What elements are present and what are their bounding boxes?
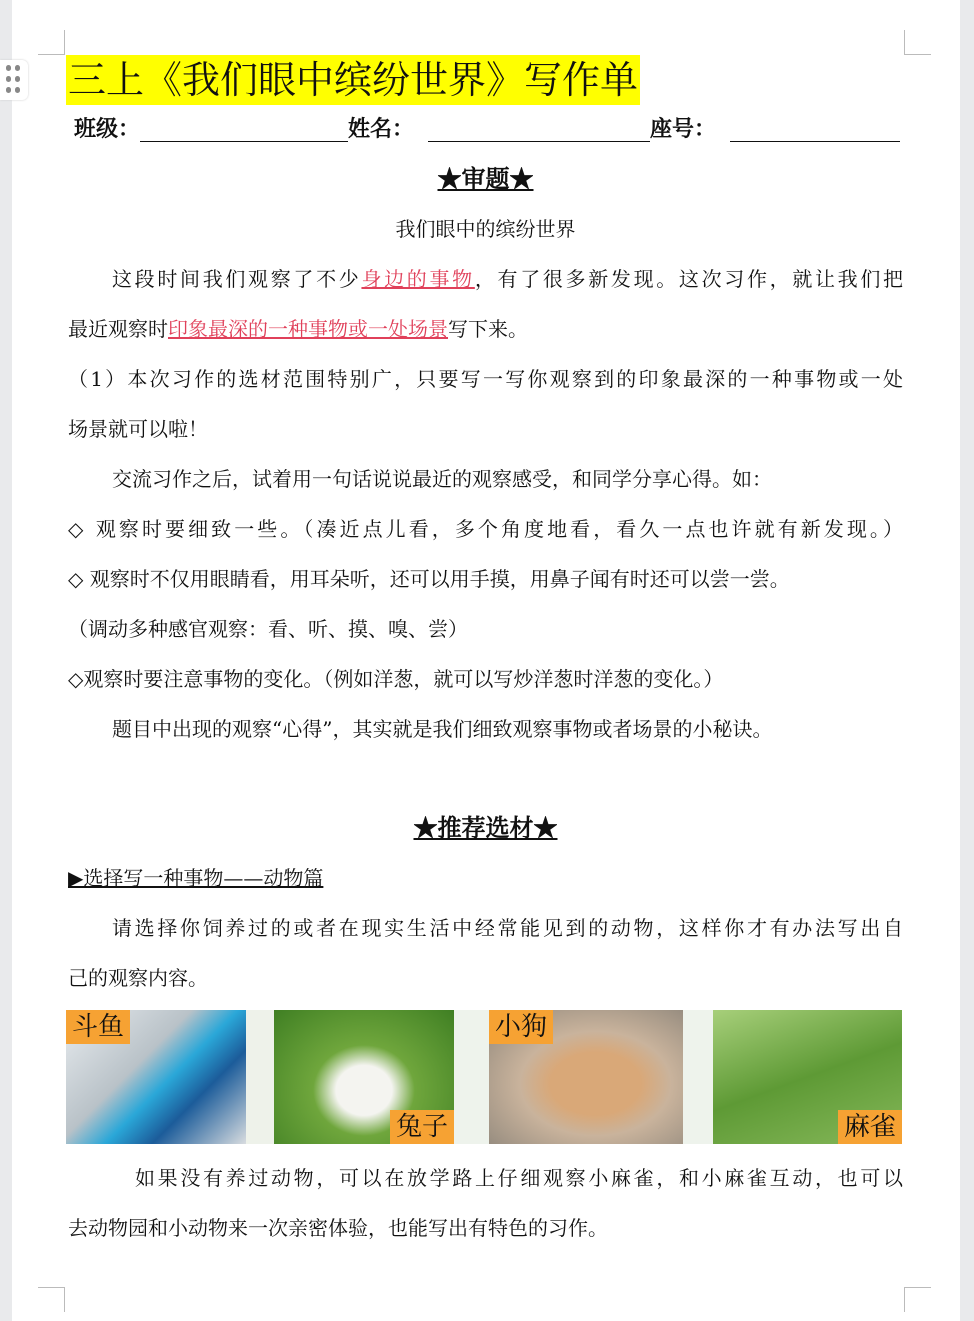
subheading: ▶选择写一种事物——动物篇 bbox=[68, 866, 324, 890]
drag-handle-icon[interactable] bbox=[0, 60, 28, 100]
image-gap bbox=[246, 1010, 274, 1144]
image-gap bbox=[454, 1010, 489, 1144]
margin-mark bbox=[904, 1287, 931, 1312]
bullet-item: ◇ 观察时要细致一些。（凑近点儿看，多个角度地看，看久一点也许就有新发现。） bbox=[68, 517, 903, 541]
image-gap bbox=[683, 1010, 713, 1144]
paragraph: 这段时间我们观察了不少身边的事物，有了很多新发现。这次习作，就让我们把 bbox=[112, 267, 904, 291]
paragraph: 交流习作之后，试着用一句话说说最近的观察感受，和同学分享心得。如： bbox=[112, 467, 772, 491]
page-title: 三上《我们眼中缤纷世界》写作单 bbox=[66, 55, 640, 105]
paragraph: （1）本次习作的选材范围特别广，只要写一写你观察到的印象最深的一种事物或一处 bbox=[68, 367, 903, 391]
paragraph: 题目中出现的观察“心得”，其实就是我们细致观察事物或者场景的小秘诀。 bbox=[112, 717, 773, 741]
paragraph: 请选择你饲养过的或者在现实生活中经常能见到的动物，这样你才有办法写出自 bbox=[112, 916, 903, 940]
name-field[interactable] bbox=[428, 121, 650, 142]
subtitle: 我们眼中的缤纷世界 bbox=[395, 217, 576, 241]
bullet-item: ◇ 观察时不仅用眼睛看，用耳朵听，还可以用手摸，用鼻子闻有时还可以尝一尝。 bbox=[68, 567, 790, 591]
name-label: 姓名： bbox=[348, 116, 415, 142]
seat-field[interactable] bbox=[730, 121, 900, 142]
class-label: 班级： bbox=[74, 116, 141, 142]
paragraph: 如果没有养过动物，可以在放学路上仔细观察小麻雀，和小麻雀互动，也可以 bbox=[135, 1166, 903, 1190]
margin-mark bbox=[904, 30, 931, 55]
sparrow-image: 麻雀 bbox=[713, 1010, 902, 1144]
student-info-row bbox=[74, 116, 909, 142]
paragraph: 最近观察时印象最深的一种事物或一处场景写下来。 bbox=[68, 317, 528, 341]
seat-label: 座号： bbox=[650, 116, 717, 142]
margin-mark bbox=[38, 30, 65, 55]
betta-fish-image: 斗鱼 bbox=[66, 1010, 246, 1144]
section-heading: ★推荐选材★ bbox=[413, 813, 558, 842]
margin-mark bbox=[38, 1287, 65, 1312]
paragraph: 己的观察内容。 bbox=[68, 966, 208, 990]
bullet-item: （调动多种感官观察：看、听、摸、嗅、尝） bbox=[68, 617, 468, 641]
paragraph: 去动物园和小动物来一次亲密体验，也能写出有特色的习作。 bbox=[68, 1216, 608, 1240]
puppy-image: 小狗 bbox=[489, 1010, 683, 1144]
class-field[interactable] bbox=[140, 121, 348, 142]
bullet-item: ◇观察时要注意事物的变化。（例如洋葱，就可以写炒洋葱时洋葱的变化。） bbox=[68, 667, 724, 691]
paragraph: 场景就可以啦！ bbox=[68, 417, 208, 441]
section-heading: ★审题★ bbox=[437, 164, 534, 193]
rabbit-image: 兔子 bbox=[274, 1010, 454, 1144]
